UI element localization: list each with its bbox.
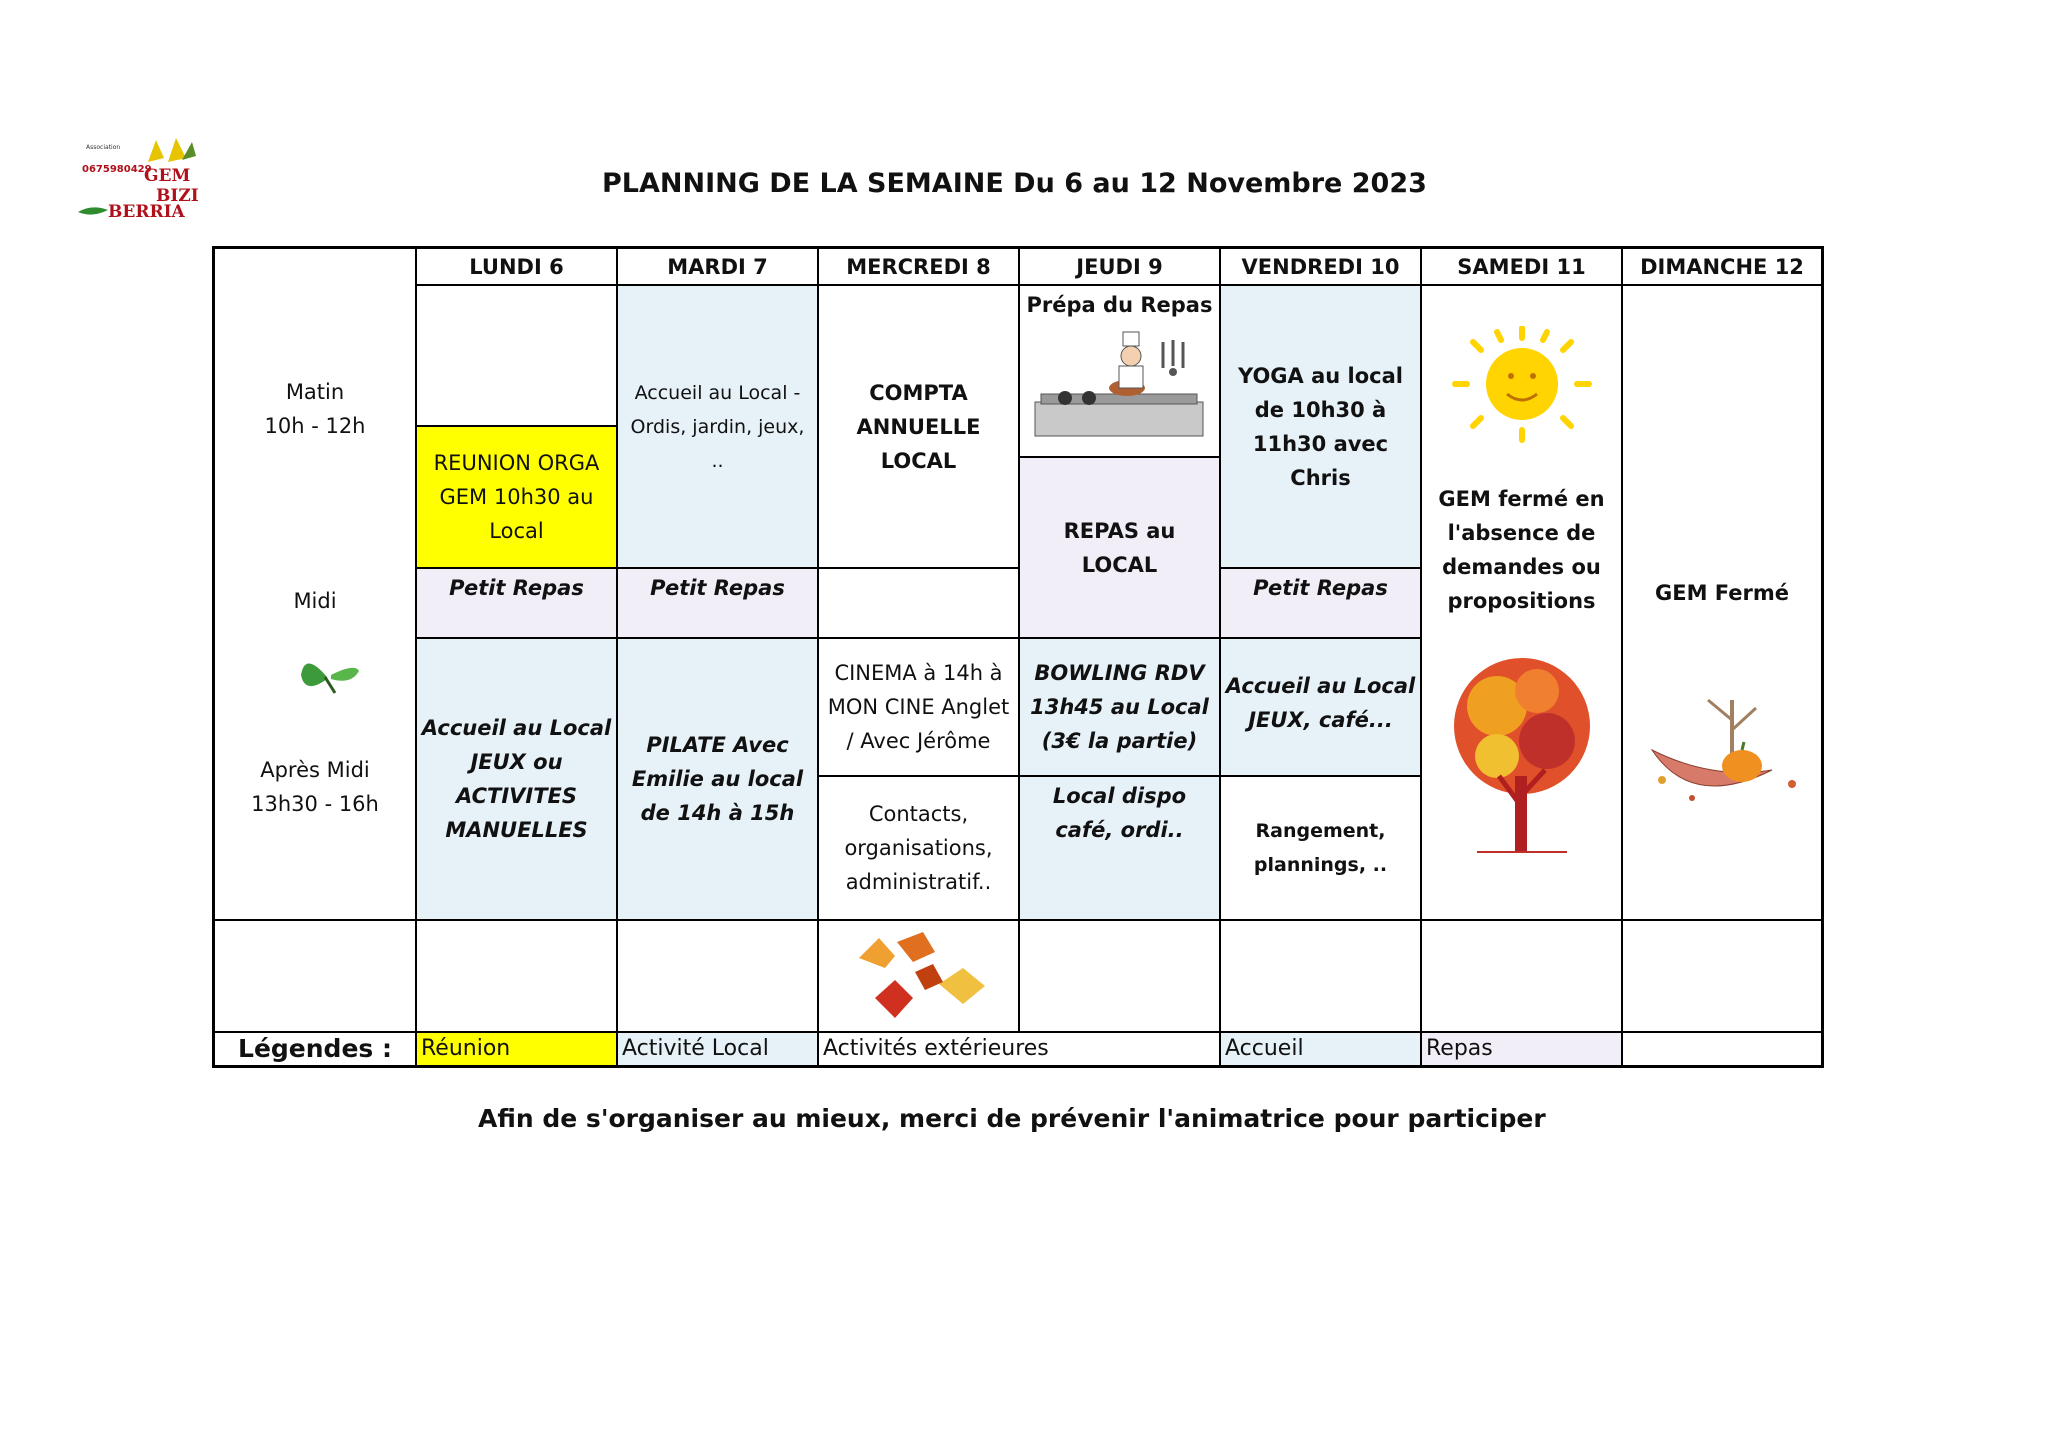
apres-midi-hours: 13h30 - 16h (251, 792, 379, 816)
lundi-apres-midi: Accueil au Local JEUX ou ACTIVITES MANUELLES (415, 637, 616, 919)
vendredi-rangement: Rangement, plannings, .. (1219, 775, 1420, 919)
day-header-samedi: SAMEDI 11 (1420, 249, 1621, 286)
mercredi-midi-empty (817, 567, 1018, 637)
day-header-lundi: LUNDI 6 (415, 249, 616, 286)
jeudi-prepa-repas (1018, 286, 1219, 456)
lundi-reunion-orga: REUNION ORGA GEM 10h30 au Local (415, 425, 616, 567)
mardi-pilate: PILATE Avec Emilie au local de 14h à 15h (616, 637, 817, 919)
jeudi-bowling: BOWLING RDV 13h45 au Local (3€ la partie) (1018, 637, 1219, 775)
apres-midi-label: Après Midi (260, 758, 370, 782)
sun-illustration (1447, 326, 1597, 446)
matin-label: Matin (285, 380, 345, 404)
logo-bizi: BIZI (156, 186, 199, 206)
autumn-tree-illustration (1437, 646, 1607, 866)
butterfly-icon (295, 645, 365, 705)
legend-label: Légendes : (215, 1031, 415, 1065)
matin-hours: 10h - 12h (264, 414, 366, 438)
row-label-apres-midi (215, 747, 415, 827)
legend-empty (1621, 1031, 1821, 1065)
blank-row-samedi (1420, 919, 1621, 1031)
day-header-mardi: MARDI 7 (616, 249, 817, 286)
legend-repas: Repas (1420, 1031, 1621, 1065)
vendredi-yoga: YOGA au local de 10h30 à 11h30 avec Chris (1219, 286, 1420, 567)
day-header-vendredi: VENDREDI 10 (1219, 249, 1420, 286)
lundi-matin-empty (415, 286, 616, 425)
row-label-midi: Midi (293, 589, 337, 613)
page-title: PLANNING DE LA SEMAINE Du 6 au 12 Novembre 2023 (602, 168, 1427, 199)
dimanche-ferme-text: GEM Fermé (1654, 581, 1789, 605)
planning-table (212, 246, 1824, 1068)
samedi-ferme-text: GEM fermé en l'absence de demandes ou propositions (1438, 487, 1605, 613)
legend-activites-exterieures: Activités extérieures (817, 1031, 1219, 1065)
blank-row-mercredi (817, 919, 1018, 1031)
vendredi-accueil: Accueil au Local JEUX, café... (1219, 637, 1420, 775)
blank-row-vendredi (1219, 919, 1420, 1031)
autumn-leaves-illustration (839, 928, 999, 1024)
dimanche-cell (1621, 286, 1821, 919)
jeudi-local-dispo: Local dispo café, ordi.. (1018, 775, 1219, 919)
day-header-dimanche: DIMANCHE 12 (1621, 249, 1821, 286)
legend-activite-local: Activité Local (616, 1031, 817, 1065)
logo-leaf-icon (76, 204, 110, 218)
blank-row-lundi (415, 919, 616, 1031)
jeudi-prepa-label: Prépa du Repas (1026, 293, 1213, 317)
blank-row-mardi (616, 919, 817, 1031)
mardi-petit-repas: Petit Repas (616, 567, 817, 637)
mercredi-compta: COMPTA ANNUELLE LOCAL (817, 286, 1018, 567)
day-header-mercredi: MERCREDI 8 (817, 249, 1018, 286)
logo-phone: 0675980429 (82, 164, 152, 175)
pumpkin-umbrella-illustration (1632, 690, 1812, 820)
vendredi-petit-repas: Petit Repas (1219, 567, 1420, 637)
mercredi-cinema: CINEMA à 14h à MON CINE Anglet / Avec Jérôme (817, 637, 1018, 775)
logo-gem: GEM (144, 166, 191, 186)
logo-emblem (142, 136, 198, 166)
mercredi-contacts: Contacts, organisations, administratif.. (817, 775, 1018, 919)
day-header-jeudi: JEUDI 9 (1018, 249, 1219, 286)
blank-row-jeudi (1018, 919, 1219, 1031)
lundi-petit-repas: Petit Repas (415, 567, 616, 637)
mardi-matin: Accueil au Local - Ordis, jardin, jeux, .. (616, 286, 817, 567)
samedi-cell (1420, 286, 1621, 919)
gem-logo (72, 136, 200, 232)
legend-reunion: Réunion (415, 1031, 616, 1065)
logo-berria: BERRIA (108, 202, 185, 222)
logo-assoc-text: Association (86, 144, 121, 151)
footer-note: Afin de s'organiser au mieux, merci de prévenir l'animatrice pour participer (478, 1104, 1546, 1133)
jeudi-repas-local: REPAS au LOCAL (1018, 456, 1219, 637)
blank-row-dimanche (1621, 919, 1821, 1031)
chef-illustration (1027, 322, 1213, 442)
legend-accueil: Accueil (1219, 1031, 1420, 1065)
row-label-matin (215, 369, 415, 449)
blank-row-label (215, 919, 415, 1031)
